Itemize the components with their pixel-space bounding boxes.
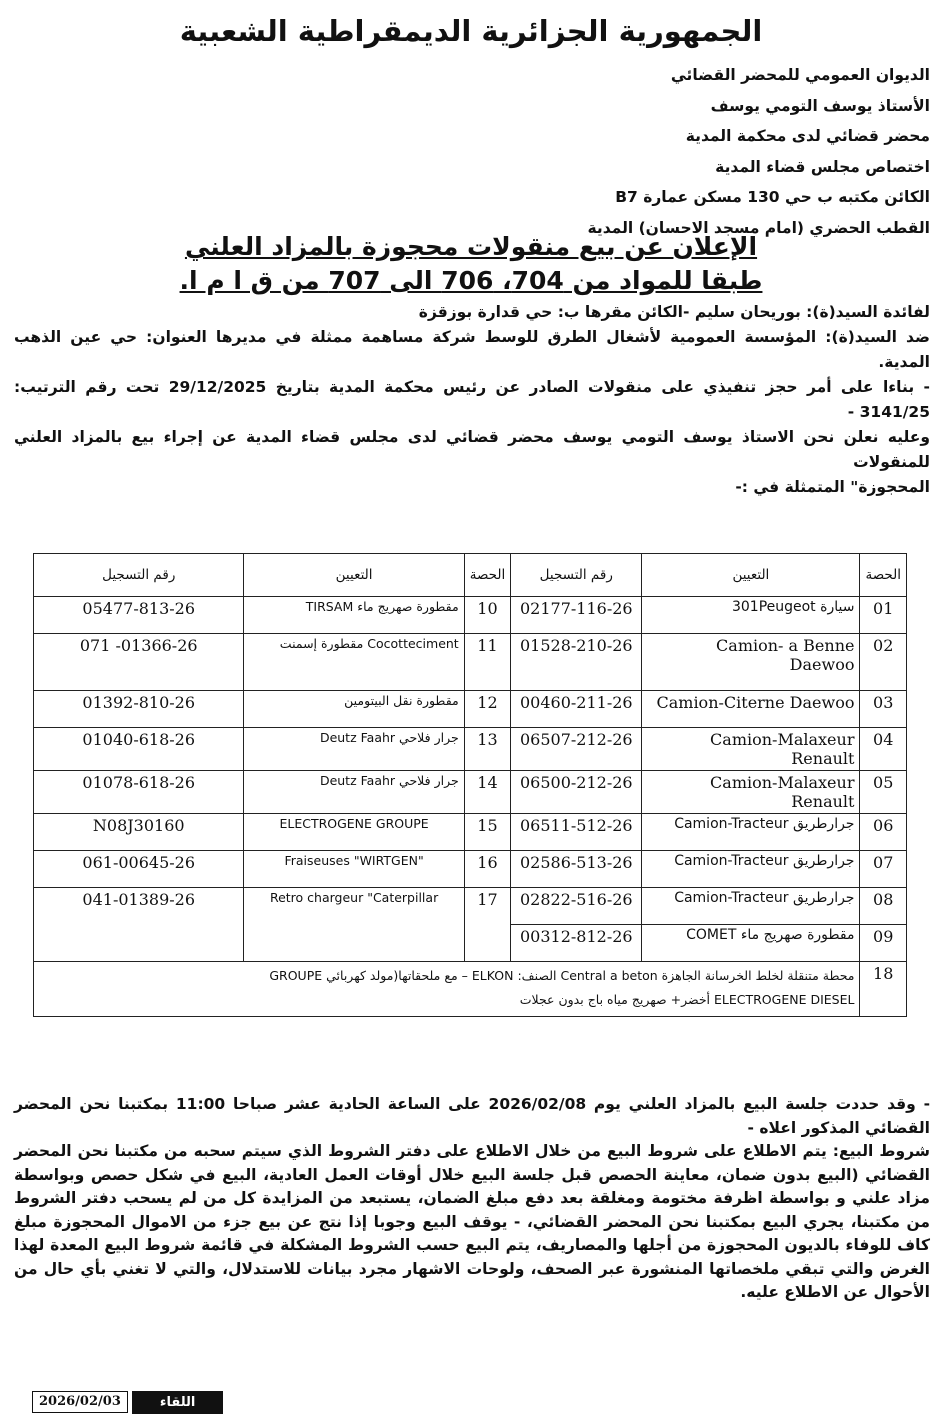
item-designation: جرارطريق Camion-Tracteur [642,851,860,888]
beneficiary-paragraph: لفائدة السيد(ة): بوريحان سليم -الكائن مقرها ب: حي قدارة بوزقزة [418,303,930,321]
lot-number: 07 [860,851,907,888]
table-row [34,814,907,851]
registration-number: 02822-516-26 [511,888,642,925]
jurisdiction-line: اختصاص مجلس قضاء المدية [715,157,930,176]
newspaper-footer [32,1391,223,1414]
registration-number: 05477-813-26 [34,597,244,634]
table-row [34,851,907,888]
table-row [34,691,907,728]
registration-number: 06500-212-26 [511,771,642,814]
court-line: محضر قضائي لدى محكمة المدية [685,127,930,145]
seized-items-table [33,553,907,1017]
item-designation: Camion-Citerne Daewoo [642,691,860,728]
header-registration: رقم التسجيل [34,554,244,597]
registration-number: 01392-810-26 [34,691,244,728]
item-designation: Camion-Malaxeur Renault [642,771,860,814]
header-lot: الحصة [860,554,907,597]
lot-number: 11 [464,634,511,691]
designation-line: محطة متنقلة لخلط الخرسانة الجاهزة Central a beton الصنف: ELKON – مع ملحقاتها(مولد كهربائي GROUPE [269,968,855,983]
office-line: الديوان العمومي للمحضر القضائي [670,66,930,84]
lot-number: 03 [860,691,907,728]
item-designation: جرار فلاحي Deutz Faahr [244,771,464,814]
item-designation: مقطورة نقل البيتومين [244,691,464,728]
item-designation-concrete-plant [34,962,860,1017]
registration-number: 041-01389-26 [34,888,244,962]
sale-conditions-section [14,1093,930,1305]
item-designation: جرارطريق Camion-Tracteur [642,814,860,851]
item-designation: جرارطريق Camion-Tracteur [642,888,860,925]
lot-number: 10 [464,597,511,634]
item-designation: Fraiseuses "WIRTGEN" [244,851,464,888]
lot-number: 18 [860,962,907,1017]
table-row [34,888,907,925]
lot-number: 09 [860,925,907,962]
registration-number: N08J30160 [34,814,244,851]
registration-number: 02177-116-26 [511,597,642,634]
lot-number: 08 [860,888,907,925]
registration-number: 01078-618-26 [34,771,244,814]
address-line: الكائن مكتبه ب حي 130 مسكن عمارة B7 [615,188,930,206]
republic-heading: الجمهورية الجزائرية الديمقراطية الشعبية [179,14,763,48]
designation-line: ELECTROGENE DIESEL أخضر+ صهريج مياه باج بدون عجلات [519,992,855,1007]
registration-number: 071 -01366-26 [34,634,244,691]
lot-number: 15 [464,814,511,851]
table-row [34,634,907,691]
registration-number: 00312-812-26 [511,925,642,962]
registration-number: 00460-211-26 [511,691,642,728]
registration-number: 01528-210-26 [511,634,642,691]
item-designation: جرار فلاحي Deutz Faahr [244,728,464,771]
announcement-paragraph: وعليه نعلن نحن الاستاذ يوسف التومي يوسف محضر قضائي لدى مجلس قضاء المدية عن إجراء بيع بالمزاد العلني للمنقولات [14,428,930,471]
lot-number: 17 [464,888,511,962]
registration-number: 01040-618-26 [34,728,244,771]
lot-number: 05 [860,771,907,814]
bailiff-name: الأستاذ يوسف التومي يوسف [710,96,930,115]
header-designation: التعيين [244,554,464,597]
item-designation: ELECTROGENE GROUPE [244,814,464,851]
seizure-order-paragraph: - بناءا على أمر حجز تنفيذي على منقولات الصادر عن رئيس محكمة المدية بتاريخ 29/12/2025 تحت رقم الترتيب: 3141/25 - [14,378,930,421]
item-designation: Camion- a Benne Daewoo [642,634,860,691]
lot-number: 12 [464,691,511,728]
lot-number: 02 [860,634,907,691]
registration-number: 061-00645-26 [34,851,244,888]
item-designation: مقطورة صهريج ماء COMET [642,925,860,962]
defendant-paragraph: ضد السيد(ة): المؤسسة العمومية لأشغال الطرق للوسط شركة مساهمة ممثلة في مديرها العنوان: حي عين الذهب المدية. [14,328,930,371]
publication-date: 2026/02/03 [32,1391,128,1413]
notice-title: الإعلان عن بيع منقولات محجوزة بالمزاد العلني [184,232,758,261]
lot-number: 06 [860,814,907,851]
items-intro-paragraph: المحجوزة" المتمثلة في :- [735,478,930,496]
item-designation: سيارة 301Peugeot [642,597,860,634]
notice-subtitle: طبقا للمواد من 704، 706 الى 707 من ق ا م ا. [179,266,763,295]
intro-section [14,300,930,500]
item-designation: مقطورة صهريج ماء TIRSAM [244,597,464,634]
lot-number: 14 [464,771,511,814]
newspaper-name: اللقاء [132,1391,224,1414]
item-designation: Camion-Malaxeur Renault [642,728,860,771]
table-row [34,597,907,634]
sale-date-paragraph: - وقد حددت جلسة البيع بالمزاد العلني يوم 2026/02/08 على الساعة الحادية عشر صباحا 11:00 بمكتبنا نحن المحضر القضائي المذكور اعلاه - [14,1095,930,1137]
lot-number: 01 [860,597,907,634]
table-row [34,771,907,814]
registration-number: 06507-212-26 [511,728,642,771]
item-designation: Cocotteciment مقطورة إسمنت [244,634,464,691]
header-registration: رقم التسجيل [511,554,642,597]
header-lot: الحصة [464,554,511,597]
registration-number: 06511-512-26 [511,814,642,851]
lot-number: 04 [860,728,907,771]
table-row [34,728,907,771]
table-row-final [34,962,907,1017]
header-designation: التعيين [642,554,860,597]
lot-number: 16 [464,851,511,888]
table-header-row [34,554,907,597]
registration-number: 02586-513-26 [511,851,642,888]
address-line-2: القطب الحضري (امام مسجد الاحسان) المدية [587,218,930,237]
item-designation: Retro chargeur "Caterpillar [244,888,464,962]
bailiff-office-header [310,60,930,243]
sale-conditions-paragraph: شروط البيع: يتم الاطلاع على شروط البيع من خلال الاطلاع على دفتر الشروط الذي سيتم سحبه من مكتبنا نحن المحضر القضائي (البيع بدون ضمان، معاينة الحصص قبل جلسة البيع خلال أوقات العمل العادية، البيع في شكل حصص وبواسطة مزاد علني و بواسطة اظرفة مختومة ومغلقة بعد دفع مبلغ الضمان، يستبعد من المزايدة كل من لم يسحب دفتر الشروط من مكتبنا، يجري البيع بمكتبنا نحن المحضر القضائي، - يوقف البيع وجوبا إذا نتج عن بيع جزء من الاموال المحجوزة مبلغ كاف للوفاء بالديون المحجوزة من أجلها والمصاريف، يتم البيع حسب الشروط المشكلة في قائمة شروط البيع المعدة لهذا الغرض والتي تبقي ملخصاتها المنشورة عبر الصحف، ولوحات الاشهار مجرد بيانات للاستدلال، والتي لا تغني بأي حال من الأحوال عن الاطلاع عليه. [14,1142,930,1301]
lot-number: 13 [464,728,511,771]
